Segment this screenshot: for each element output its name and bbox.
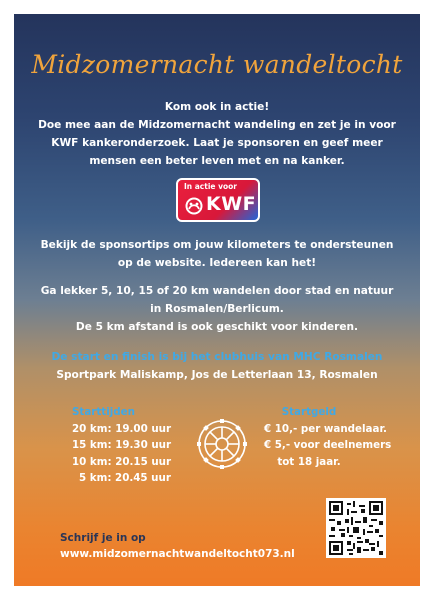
intro-line: Doe mee aan de Midzomernacht wandeling en zet je in voor: [38, 119, 396, 131]
route-line: in Rosmalen/Berlicum.: [150, 303, 284, 315]
location-accent: De start en finish is bij het clubhuis van MHC Rosmalen: [51, 351, 383, 363]
kwf-badge-top-text: In actie voor: [184, 182, 237, 191]
kwf-badge: [176, 178, 260, 222]
startgeld-row: tot 18 jaar.: [277, 455, 341, 468]
starttijden-heading: Starttijden: [72, 406, 135, 418]
qr-code[interactable]: [326, 498, 386, 558]
sponsor-line: Bekijk de sponsortips om jouw kilometers te ondersteunen: [40, 239, 394, 251]
startgeld-row: € 5,- voor deelnemers: [264, 439, 392, 451]
starttijden-row: 15 km: 19.30 uur: [72, 439, 172, 451]
intro-line: KWF kankeronderzoek. Laat je sponsoren en geef meer: [51, 137, 383, 149]
route-line: De 5 km afstand is ook geschikt voor kinderen.: [75, 321, 359, 333]
startgeld-heading: Startgeld: [281, 406, 337, 418]
route-text: [32, 282, 402, 336]
starttijden-row: 20 km: 19.00 uur: [72, 422, 172, 435]
sponsor-text: [32, 236, 402, 272]
rotary-wheel-icon: [196, 418, 248, 470]
startgeld-row: € 10,- per wandelaar.: [264, 422, 387, 435]
route-line: Ga lekker 5, 10, 15 of 20 km wandelen door stad en natuur: [40, 285, 394, 297]
location-text: [32, 348, 402, 384]
location-address: Sportpark Maliskamp, Jos de Letterlaan 13, Rosmalen: [56, 369, 378, 381]
poster-title: Midzomernacht wandeltocht: [31, 50, 403, 79]
signup-block: [60, 530, 295, 562]
intro-text: [32, 98, 402, 170]
starttijden-list: [72, 404, 171, 487]
qr-code-icon: [329, 501, 383, 555]
poster: [14, 14, 420, 586]
starttijden-row: 10 km: 20.15 uur: [72, 455, 172, 468]
signup-label: Schrijf je in op: [60, 532, 146, 544]
intro-line: mensen een beter leven met en na kanker.: [89, 155, 345, 167]
sponsor-line: op de website. Iedereen kan het!: [117, 257, 317, 269]
intro-line: Kom ook in actie!: [164, 101, 270, 113]
kwf-brand: KWF: [206, 193, 257, 215]
kwf-logo-icon: [184, 196, 204, 216]
startgeld-list: [264, 404, 392, 470]
signup-link[interactable]: www.midzomernachtwandeltocht073.nl: [60, 548, 295, 560]
starttijden-row: 5 km: 20.45 uur: [79, 472, 171, 484]
